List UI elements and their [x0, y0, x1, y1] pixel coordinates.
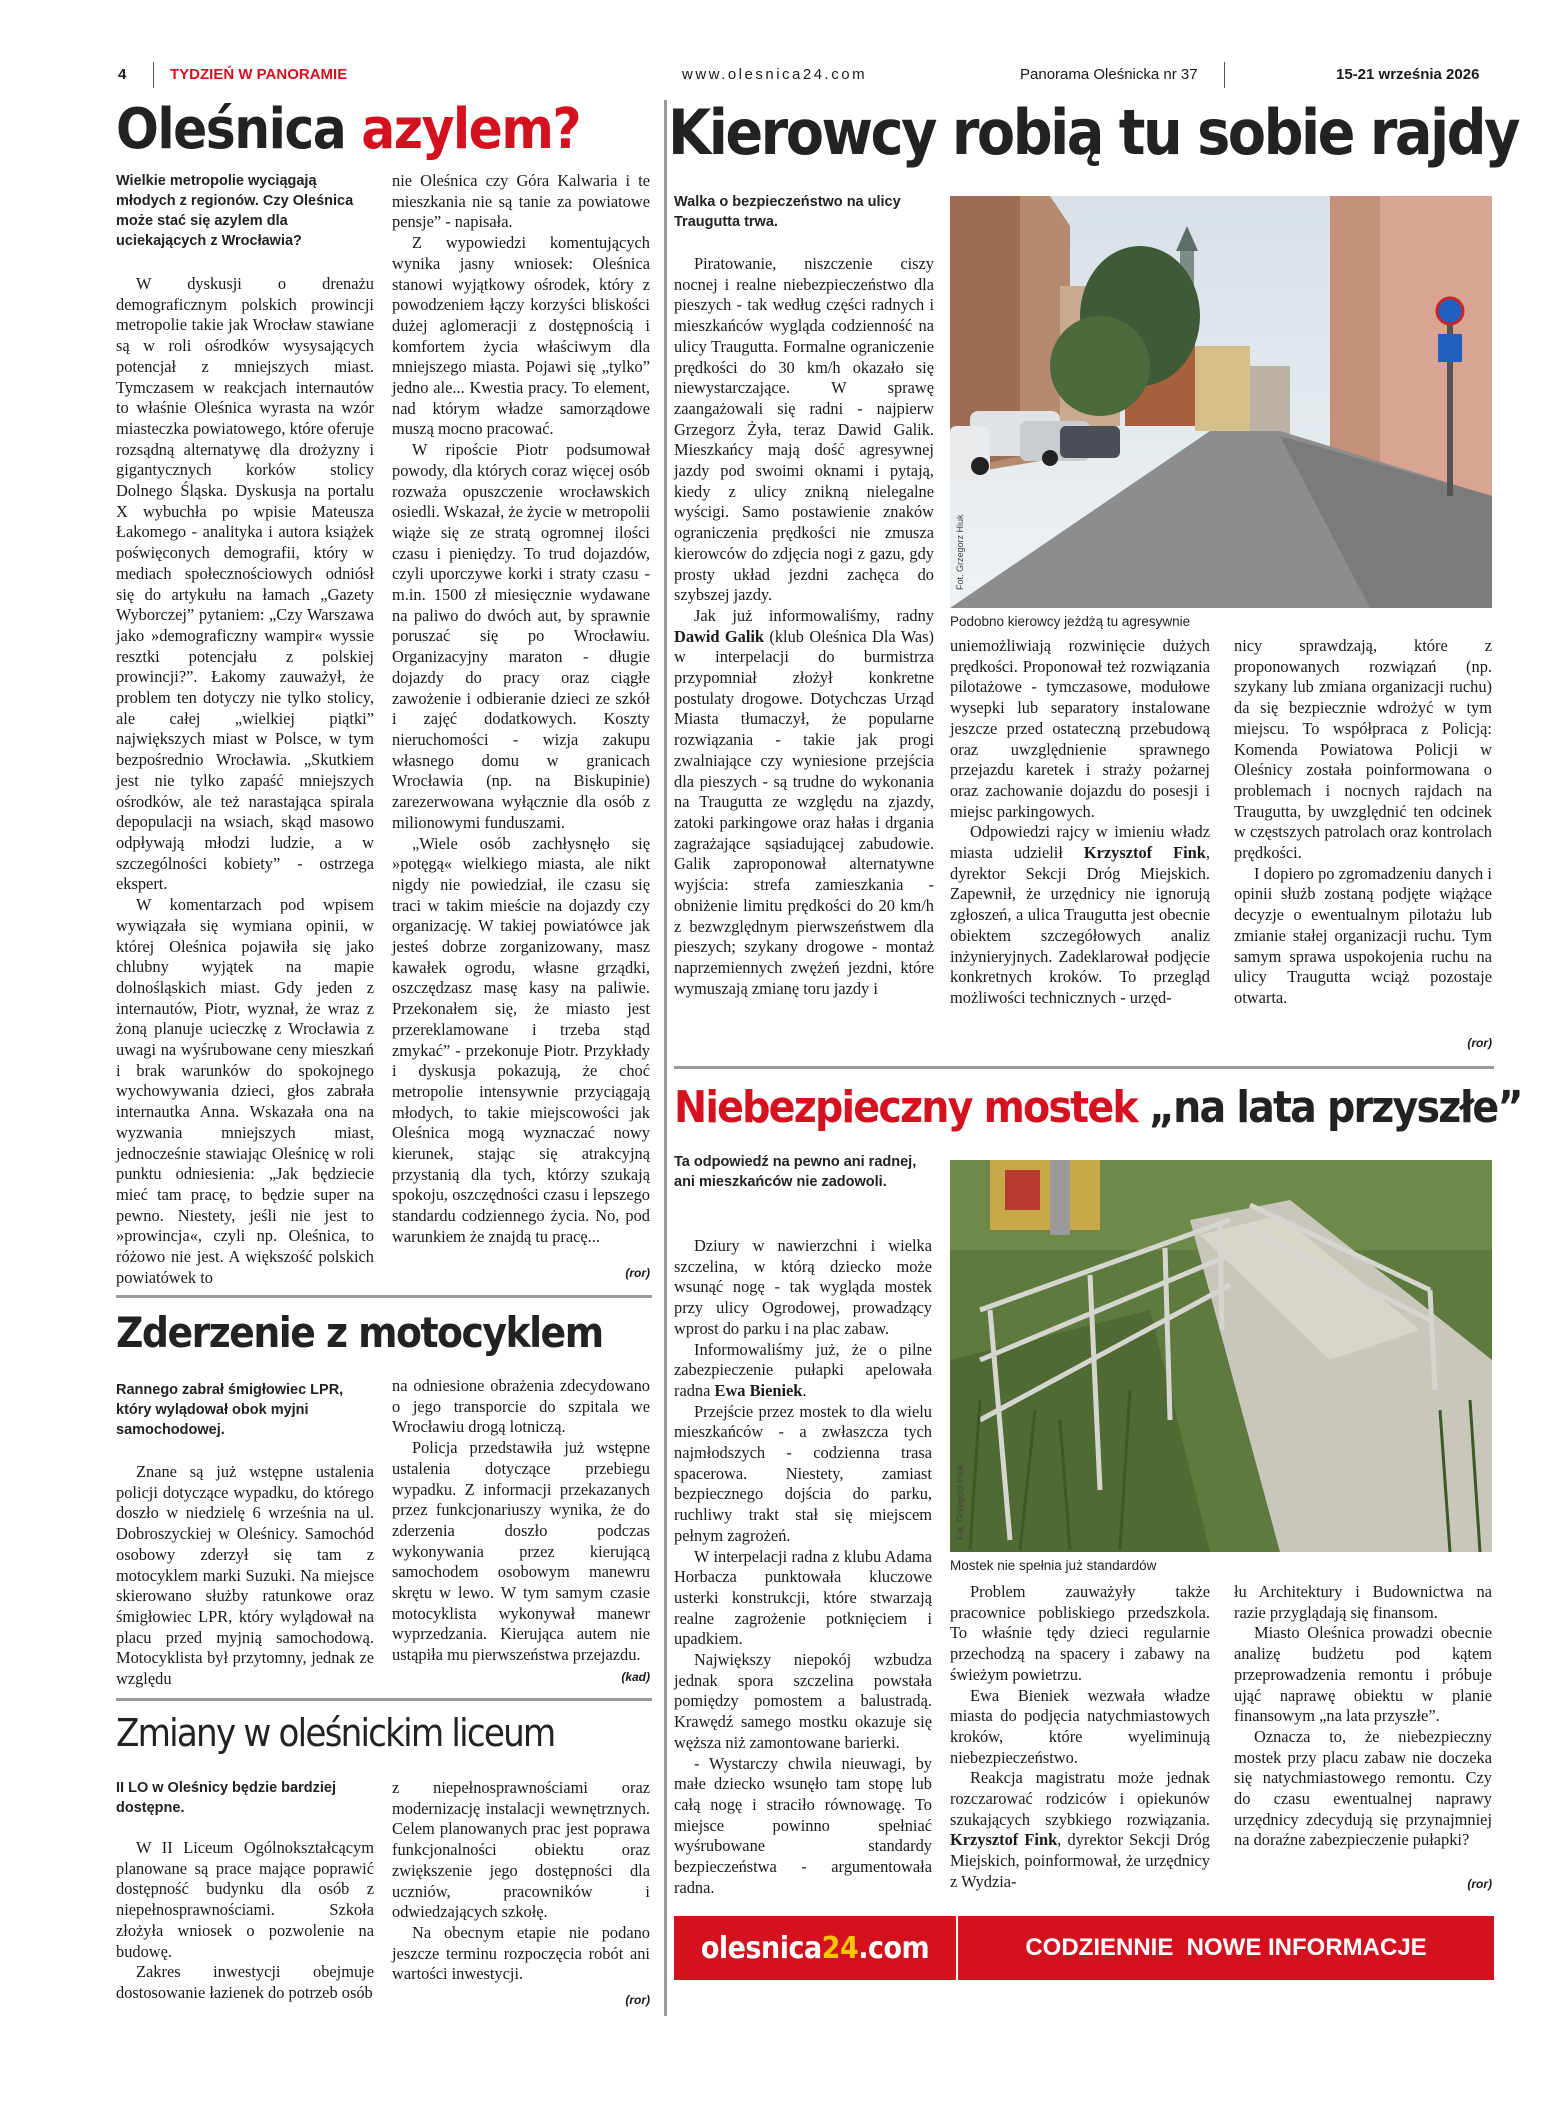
author-signature: (kad): [621, 1670, 650, 1684]
paragraph: W komentarzach pod wpisem wywiązała się wymiana opinii, w której Oleśnica pojawiła się jako chlubny wyjątek na mapie dolnośląskich miast. Gdy jeden z internautów, Piotr, wyznał, że wraz z żoną planuje ucieczkę z Wrocławia z uwagi na wyśrubowane ceny mieszkań i brak warunków do spokojnego wychowywania dzieci, głos zabrała internautka Anna. Wskazała ona na wyzwania mniejszych miast, jednocześnie stawiając Oleśnicę w roli punktu odniesienia: „Jak będziecie mieć tam pracę, to będzie super na pewno. Niestety, jeśli nie jest to »prowincja«, czyli np. Oleśnica, to różowo nie jest. A większość polskich powiatówek to: [116, 895, 374, 1287]
street-photo-image: [950, 196, 1492, 608]
paragraph: [950, 1768, 1210, 1892]
person-name: Ewa Bieniek: [714, 1380, 803, 1400]
text: Informowaliśmy już, że o pilne zabezpieczenie pułapki apelowała radna: [674, 1339, 932, 1400]
person-name: Krzysztof Fink: [950, 1830, 1058, 1850]
paragraph: Znane są już wstępne ustalenia policji dotyczące wypadku, do którego doszło w niedzielę 6 września na ul. Dobroszyckiej w Oleśnicy. Samochód osobowy zderzył się tam z motocyklem marki Suzuki. Na miejsce skierowano służby ratunkowe oraz śmigłowiec LPR, który wylądował na placu przed myjnią samochodową. Motocyklista był przytomny, jednak ze względu: [116, 1462, 374, 1689]
article-title: [674, 1082, 1522, 1133]
paragraph: [950, 822, 1210, 1008]
title-part: „na lata przyszłe”: [1148, 1082, 1522, 1133]
header-divider: [153, 62, 154, 88]
text: (klub Oleśnica Dla Was) w interpelacji do burmistrza przypomniał złożył konkretne postulaty drogowe. Dotychczas Urząd Miasta tłumaczył, że popularne rozwiązania - takie jak progi zwalniające czy wyniesione przejścia dla pieszych - są trudne do wykonania na Traugutta ze względu na zjazdy, zatoki parkingowe oraz hałas i drgania zagrażające sąsiadującej zabudowie. Galik zaproponował alternatywne wyjścia: strefa zamieszkania - obniżenie limitu prędkości do 20 km/h z bezwzględnym pierwszeństwem dla pieszych; szykany drogowe - montaż naprzemiennych zwężeń jezdni, które wymuszają zmianę toru jazdy i: [674, 626, 934, 998]
article-column: [116, 274, 374, 1286]
paragraph: Z wypowiedzi komentujących wynika jasny wniosek: Oleśnica stanowi wyjątkowy ośrodek, który z powodzeniem łączy korzyści bliskości dużej aglomeracji z dostępnością i komfortem życia właściwym dla mniejszego miasta. Pojawi się „tylko” jedno ale... Kwestia pracy. To element, nad którym władze samorządowe muszą mocno pracować.: [392, 233, 650, 439]
paragraph: Piratowanie, niszczenie ciszy nocnej i realne niebezpieczeństwo dla pieszych - tak według części radnych i mieszkańców wygląda codzienność na ulicy Traugutta. Formalne ograniczenie prędkości do 30 km/h okazało się niewystarczające. W sprawę zaangażowali się radni - najpierw Grzegorz Żyła, teraz Dawid Galik. Mieszkańcy mają dość agresywnej jazdy pod swoimi oknami i pytają, kiedy z ulicy znikną nielegalne wyścigi. Samo postawienie znaków ograniczenia prędkości nie zmusza kierowców do zdjęcia nogi z gazu, gdy prosty układ jezdni zachęca do szybszej jazdy.: [674, 254, 934, 605]
article-title: Zmiany w oleśnickim liceum: [116, 1711, 555, 1755]
photo-caption: Mostek nie spełnia już standardów: [950, 1558, 1157, 1573]
article-column: [950, 636, 1210, 1056]
website-label: www.olesnica24.com: [682, 66, 868, 83]
article-column: [950, 1582, 1210, 1892]
paragraph: [674, 606, 934, 999]
article-title: Zderzenie z motocyklem: [116, 1308, 603, 1357]
paragraph: Oznacza to, że niebezpieczny mostek przy placu zabaw nie doczeka się natychmiastowego remontu. Czy do czasu ewentualnej naprawy urzędnicy zdecydują się przynajmniej na doraźne zabezpieczenie pułapki?: [1234, 1726, 1492, 1850]
paragraph: Największy niepokój wzbudza jednak spora szczelina powstała pomiędzy pomostem a balustradą. Krawędź samego mostku okazuje się węższa niż zamontowane barierki.: [674, 1650, 932, 1752]
paragraph: na odniesione obrażenia zdecydowano o jego transporcie do szpitala we Wrocławiu drogą lotniczą.: [392, 1376, 650, 1437]
paragraph: W interpelacji radna z klubu Adama Horbacza punktowała kluczowe usterki konstrukcji, które stwarzają realne zagrożenie potknięciem i upadkiem.: [674, 1546, 932, 1649]
article-column: [1234, 1582, 1492, 1882]
logo-text: olesnica: [700, 1930, 822, 1966]
paragraph: Na obecnym etapie nie podano jeszcze terminu rozpoczęcia robót ani wartości inwestycji.: [392, 1922, 650, 1984]
street-photo: [950, 196, 1492, 608]
issue-label: Panorama Oleśnicka nr 37: [1020, 66, 1198, 83]
paragraph: W ripoście Piotr podsumował powody, dla których coraz więcej osób rozważa opuszczenie wrocławskich osiedli. Wskazał, że życie w metropolii wiąże się ze stratą ogromnej ilości czasu i pieniędzy. To trud dojazdów, czyli uporczywe korki i straty czasu - m.in. 1500 zł miesięcznie wydawane na paliwo do dwóch aut, by sprawnie poruszać się po Wrocławiu. Organizacyjny maraton - długie dojazdy do pracy oraz ciągłe zawożenie i odbieranie dzieci ze szkół i zajęć dodatkowych. Koszty nieruchomości - wizja zakupu własnego domu w granicach Wrocławia (np. na Biskupinie) zarezerwowana wyłącznie dla osób z milionowymi funduszami.: [392, 440, 650, 832]
paragraph: Policja przedstawiła już wstępne ustalenia dotyczące przebiegu wypadku. Z informacji przekazanych przez funkcjonariuszy wynika, że do zderzenia doszło podczas wykonywania przez kierującą samochodem osobowym manewru skrętu w lewo. W tym samym czasie motocyklista wykonywał manewr wyprzedzania. Kierująca autem nie ustąpiła mu pierwszeństwa przejazdu.: [392, 1438, 650, 1665]
issue-date: 15-21 września 2026: [1336, 66, 1480, 83]
banner-logo: [674, 1931, 956, 1966]
article-lead: Rannego zabrał śmigłowiec LPR, który wylądował obok myjni samochodowej.: [116, 1382, 344, 1438]
article-title: Kierowcy robią tu sobie rajdy: [668, 96, 1518, 169]
paragraph: - Wystarczy chwila nieuwagi, by małe dziecko wsunęło tam stopę lub całą nogę i straciło równowagę. To miejsce powinno spełniać wyśrubowane standardy bezpieczeństwa - argumentowała radna.: [674, 1753, 932, 1897]
section-divider: [116, 1698, 652, 1701]
photo-credit: Fot. Grzegorz Hiuk: [955, 514, 965, 590]
section-label: TYDZIEŃ W PANORAMIE: [170, 66, 348, 83]
banner-slogan: CODZIENNIE NOWE INFORMACJE: [1025, 1934, 1427, 1961]
author-signature: (ror): [625, 1993, 650, 2007]
article-lead: Walka o bezpieczeństwo na ulicy Traugutta trwa.: [674, 194, 901, 230]
article-column: [392, 1778, 650, 1994]
author-signature: (ror): [625, 1266, 650, 1280]
logo-text: .com: [858, 1930, 930, 1966]
text: Odpowiedzi rajcy w imieniu władz miasta udzielił: [950, 822, 1210, 863]
author-signature: (ror): [1467, 1036, 1492, 1050]
author-signature: (ror): [1467, 1877, 1492, 1891]
paragraph: „Wiele osób zachłysnęło się »potęgą« wielkiego miasta, ale nikt nigdy nie powiedział, ile czasu się traci w takim mieście na dojazdy czy organizację. W takiej powiatówce jak jesteś dobrze zorganizowany, masz kawałek ogrodu, własne grządki, oszczędzasz masę kasy na paliwie. Przekonałem się, że miasto jest przereklamowane i trzeba stąd zmykać” - przekonuje Piotr. Przykłady i dyskusja pokazują, że choć metropolie intensywnie przyciągają młodych, to takie miejscowości jak Oleśnica mogą wyznaczać nowy kierunek, stając się atrakcyjną przystanią dla tych, którzy szukają spokoju, oszczędności czasu i lepszego standardu codziennego życia. No, pod warunkiem że znajdą tu pracę...: [392, 833, 650, 1246]
paragraph: Problem zauważyły także pracownice pobliskiego przedszkola. To właśnie tędy dzieci regularnie przechodzą na spacery i zabawy na świeżym powietrzu.: [950, 1582, 1210, 1684]
paragraph: nicy sprawdzają, które z proponowanych rozwiązań (np. szykany lub zmiana organizacji ruchu) da się bezpiecznie wdrożyć w tym miejscu. To współpraca z Policją: Komenda Powiatowa Policji w Oleśnicy została poinformowana o problemach i nocnych rajdach na Traugutta, by uwzględnić ten odcinek w częstszych patrolach oraz kontrolach prędkości.: [1234, 636, 1492, 863]
person-name: Dawid Galik: [674, 626, 765, 646]
header-divider: [1224, 62, 1225, 88]
paragraph: Ewa Bieniek wezwała władze miasta do podjęcia natychmiastowych kroków, które wyeliminują niebezpieczeństwo.: [950, 1685, 1210, 1767]
article-column: [116, 1462, 374, 1689]
title-highlight: azylem?: [361, 97, 581, 162]
footbridge-photo-image: [950, 1160, 1492, 1552]
photo-credit: Fot. Grzegorz Hiuk: [955, 1464, 965, 1540]
paragraph: Przejście przez mostek to dla wielu mieszkańców - a zwłaszcza tych najmłodszych - codzienna trasa spacerowa. Niestety, zamiast bezpiecznego dojścia do parku, ruchliwy trakt stał się miejscem pełnym zagrożeń.: [674, 1401, 932, 1545]
article-title: [116, 97, 581, 162]
paragraph: I dopiero po zgromadzeniu danych i opinii służb zostaną podjęte wiążące decyzje o ewentualnym pilotażu lub zmianie stałej organizacji ruchu. Tym samym sprawa uspokojenia ruchu na ulicy Traugutta wciąż pozostaje otwarta.: [1234, 863, 1492, 1007]
column-divider: [664, 100, 667, 2016]
text: , dyrektor Sekcji Dróg Miejskich, poinformował, że urzędnicy z Wydzia-: [950, 1830, 1211, 1891]
article-lead: Wielkie metropolie wyciągają młodych z regionów. Czy Oleśnica może stać się azylem dla uciekających z Wrocławia?: [116, 173, 354, 249]
photo-caption: Podobno kierowcy jeżdżą tu agresywnie: [950, 614, 1191, 629]
article-column: [674, 254, 934, 1056]
paragraph: Informowaliśmy już, że o pilne zabezpieczenie pułapki apelowała radna Ewa Bieniek.: [674, 1339, 932, 1400]
person-name: Krzysztof Fink: [1083, 843, 1206, 863]
paragraph: W dyskusji o drenażu demograficznym polskich prowincji metropolie takie jak Wrocław stawiane są w roli ośrodków wysysających potencjał z mniejszych miast. Tymczasem w reakcjach internautów to właśnie Oleśnica wyrasta na wzór miasteczka powiatowego, które oferuje rozsądną alternatywę dla drożyzny i gigantycznych korków stolicy Dolnego Śląska. Dyskusja na portalu X wybuchła po wpisie Mateusza Łakomego - analityka i autora książek poświęconych demografii, który w mediach społecznościowych odniósł się do artykułu na łamach „Gazety Wyborczej” pytaniem: „Czy Warszawa jako »demograficzny wampir« wyssie resztki potencjału z polskiej prowincji?”. Łakomy zauważył, że problem ten dotyczy nie tylko stolicy, ale całej „wielkiej piątki” największych miast w Polsce, w tym bezpośrednio Wrocławia. „Skutkiem jest nie tylko zapaść mniejszych ośrodków, ale też narastająca spirala depopulacji na wsiach, skąd masowo odpływają młodzi ludzie, a w szczególności kobiety” - ostrzega ekspert.: [116, 274, 374, 894]
text: Jak już informowaliśmy, radny: [694, 605, 934, 625]
section-divider: [116, 1295, 652, 1298]
article-lead: Ta odpowiedź na pewno ani radnej, ani mieszkańców nie zadowoli.: [674, 1154, 917, 1190]
article-column: [392, 171, 650, 1269]
footbridge-photo: [950, 1160, 1492, 1552]
promo-banner[interactable]: [674, 1916, 1494, 1980]
paragraph: łu Architektury i Budownictwa na razie przyglądają się finansom.: [1234, 1582, 1492, 1622]
paragraph: z niepełnosprawnościami oraz modernizację instalacji wewnętrznych. Celem planowanych prac jest poprawa funkcjonalności obiektu oraz zwiększenie jego dostępności dla uczniów, pracowników i odwiedzających szkołę.: [392, 1778, 650, 1922]
paragraph: uniemożliwiają rozwinięcie dużych prędkości. Proponował też rozwiązania pilotażowe - tymczasowe, modułowe wysepki lub separatory instalowane jeszcze przed ostateczną przebudową oraz uwzględnienie sprawnego przejazdu karetek i straży pożarnej oraz zachowanie dojazdu do posesji i miejsc parkingowych.: [950, 636, 1210, 821]
article-column: [674, 1236, 932, 1897]
title-part: Oleśnica: [116, 97, 346, 162]
article-column: [1234, 636, 1492, 1036]
title-highlight: Niebezpieczny mostek: [674, 1082, 1137, 1133]
paragraph: nie Oleśnica czy Góra Kalwaria i te mieszkania nie są tanie za powiatowe pensje” - napisała.: [392, 171, 650, 232]
paragraph: Miasto Oleśnica prowadzi obecnie analizę budżetu pod kątem przeprowadzenia remontu i próbuje ująć naprawę obiektu w planie finansowym „na lata przyszłe”.: [1234, 1623, 1492, 1726]
logo-accent: 24: [821, 1930, 859, 1966]
section-divider: [674, 1066, 1494, 1069]
page-number: 4: [118, 66, 127, 83]
article-column: [392, 1376, 650, 1681]
paragraph: Zakres inwestycji obejmuje dostosowanie łazienek do potrzeb osób: [116, 1962, 374, 2002]
paragraph: Dziury w nawierzchni i wielka szczelina, w którą dziecko może wsunąć nogę - tak wygląda mostek przy ulicy Ogrodowej, prowadzący wprost do parku i na plac zabaw.: [674, 1236, 932, 1338]
text: Reakcja magistratu może jednak rozczarować rodziców i opiekunów szukających szybkiego rozwiązania.: [950, 1768, 1210, 1829]
paragraph: W II Liceum Ogólnokształcącym planowane są prace mające poprawić dostępność budynku dla osób z niepełnosprawnościami. Szkoła złożyła wniosek o pozwolenie na budowę.: [116, 1838, 374, 1961]
text: , dyrektor Sekcji Dróg Miejskich. Zapewnił, że urzędnicy nie ignorują zgłoszeń, a ulica Traugutta jest obecnie obiektem szczegółowych analiz inżynieryjnych. Zadeklarował podjęcie konkretnych kroków. To przegląd możliwości technicznych - urzęd-: [950, 843, 1210, 1007]
article-lead: II LO w Oleśnicy będzie bardziej dostępne.: [116, 1780, 336, 1816]
article-column: [116, 1838, 374, 2020]
